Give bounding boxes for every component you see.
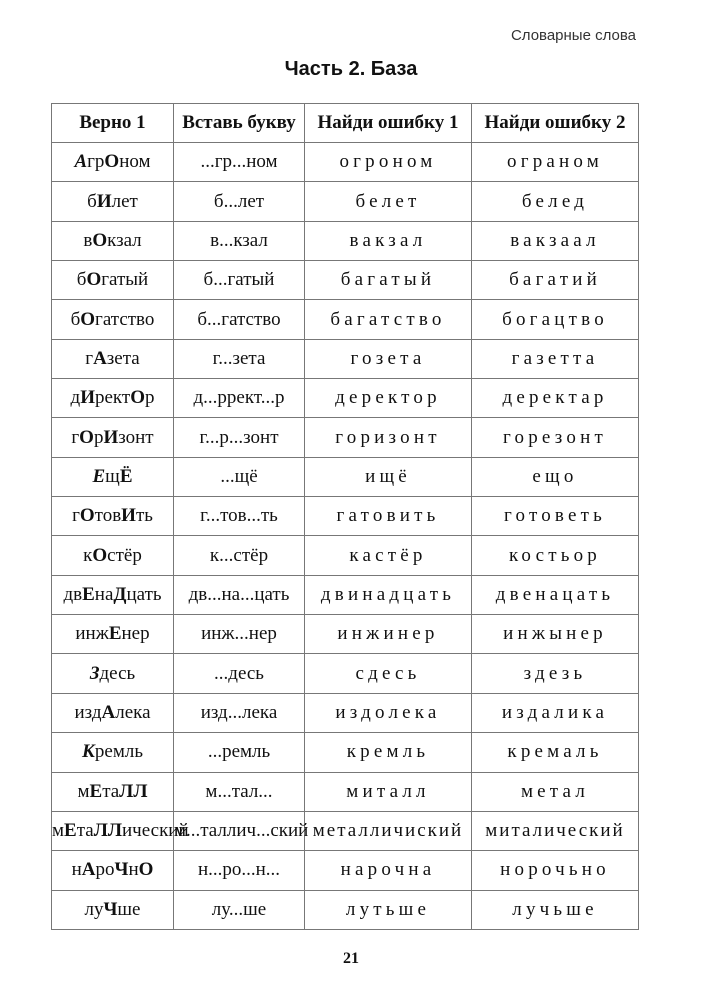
highlighted-letter: О [80, 308, 96, 330]
find-error-2-cell: деректар [472, 379, 639, 418]
fill-letter-cell: инж...нер [174, 615, 305, 654]
table-row [52, 300, 639, 339]
word-part: б [76, 269, 87, 291]
word-part: стёр [107, 544, 142, 566]
word-part: кзал [107, 229, 142, 251]
highlighted-letter: О [79, 505, 95, 527]
fill-letter-cell: н...ро...н... [174, 851, 305, 890]
correct-word-cell [52, 418, 174, 457]
running-header: Словарные слова [510, 27, 636, 44]
word-part: ном [119, 151, 151, 173]
find-error-2-cell: костьор [472, 536, 639, 575]
find-error-1-cell: огроном [305, 143, 472, 182]
find-error-2-cell: двенацать [472, 575, 639, 614]
find-error-2-cell: готоветь [472, 497, 639, 536]
table-row [52, 772, 639, 811]
fill-letter-cell: к...стёр [174, 536, 305, 575]
find-error-2-cell: белед [472, 182, 639, 221]
word-part: б [87, 190, 97, 212]
vocabulary-table [51, 103, 639, 930]
word-part: на [94, 583, 114, 605]
fill-letter-cell: ...ремль [174, 733, 305, 772]
find-error-1-cell: горизонт [305, 418, 472, 457]
find-error-1-cell: вакзал [305, 221, 472, 260]
correct-word-cell [52, 261, 174, 300]
correct-word-cell [52, 615, 174, 654]
highlighted-letter: О [86, 269, 102, 291]
find-error-2-cell: газетта [472, 339, 639, 378]
highlighted-letter: О [92, 544, 108, 566]
word-part: лет [111, 190, 138, 212]
table-row [52, 143, 639, 182]
table-row [52, 497, 639, 536]
find-error-1-cell: миталл [305, 772, 472, 811]
word-part: десь [99, 662, 136, 684]
word-part: ть [135, 505, 153, 527]
highlighted-letter: З [89, 662, 100, 684]
table-row [52, 693, 639, 732]
correct-word-cell [52, 536, 174, 575]
fill-letter-cell: ...щё [174, 457, 305, 496]
find-error-1-cell: сдесь [305, 654, 472, 693]
word-part: н [71, 859, 82, 881]
highlighted-letter: ЛЛ [93, 820, 123, 842]
fill-letter-cell: лу...ше [174, 890, 305, 929]
correct-word-cell [52, 772, 174, 811]
fill-letter-cell: дв...на...цать [174, 575, 305, 614]
word-part: г [71, 426, 80, 448]
correct-word-cell [52, 890, 174, 929]
word-part: нер [121, 623, 150, 645]
table-row [52, 457, 639, 496]
highlighted-letter: И [121, 505, 136, 527]
word-part: зета [106, 347, 140, 369]
table-row [52, 418, 639, 457]
find-error-1-cell: инжинер [305, 615, 472, 654]
word-part: гр [87, 151, 105, 173]
table-row [52, 221, 639, 260]
correct-word-cell [52, 811, 189, 850]
fill-letter-cell: б...гатство [174, 300, 305, 339]
word-part: ический [122, 820, 189, 842]
highlighted-letter: А [101, 701, 116, 723]
find-error-2-cell: миталический [472, 811, 639, 850]
word-part: дв [63, 583, 83, 605]
find-error-2-cell: богацтво [472, 300, 639, 339]
word-part: р [144, 387, 155, 409]
fill-letter-cell: б...лет [174, 182, 305, 221]
word-part: цать [126, 583, 162, 605]
table-row [52, 890, 639, 929]
fill-letter-cell: г...тов...ть [174, 497, 305, 536]
find-error-1-cell: багатый [305, 261, 472, 300]
find-error-1-cell: багатство [305, 300, 472, 339]
fill-letter-cell: г...р...зонт [174, 418, 305, 457]
highlighted-letter: О [92, 229, 108, 251]
word-part: рект [94, 387, 131, 409]
correct-word-cell [52, 300, 174, 339]
find-error-2-cell: инжынер [472, 615, 639, 654]
table-row [52, 851, 639, 890]
find-error-1-cell: нарочна [305, 851, 472, 890]
fill-letter-cell: м...таллич...ский [174, 811, 305, 850]
word-part: зонт [118, 426, 154, 448]
table-row [52, 182, 639, 221]
highlighted-letter: Ё [119, 465, 133, 487]
correct-word-cell [52, 339, 174, 378]
correct-word-cell [52, 457, 174, 496]
table-header-row [52, 104, 639, 143]
highlighted-letter: Е [64, 820, 77, 842]
find-error-1-cell: лутьше [305, 890, 472, 929]
highlighted-letter: И [96, 190, 112, 212]
word-part: б [70, 308, 81, 330]
correct-word-cell [52, 654, 174, 693]
find-error-2-cell: здезь [472, 654, 639, 693]
table-row [52, 654, 639, 693]
find-error-2-cell: вакзаал [472, 221, 639, 260]
find-error-1-cell: ищё [305, 457, 472, 496]
highlighted-letter: О [104, 151, 120, 173]
find-error-2-cell: лучьше [472, 890, 639, 929]
correct-word-cell [52, 497, 174, 536]
word-part: лу [84, 898, 104, 920]
correct-word-cell [52, 575, 174, 614]
word-part: гатство [95, 308, 155, 330]
word-part: гатый [101, 269, 149, 291]
find-error-1-cell: издолека [305, 693, 472, 732]
find-error-2-cell: норочьно [472, 851, 639, 890]
highlighted-letter: ЛЛ [119, 780, 148, 802]
word-part: щ [105, 465, 120, 487]
word-part: та [76, 820, 94, 842]
word-part: ро [95, 859, 115, 881]
find-error-1-cell: металличиский [305, 811, 472, 850]
table-body [52, 143, 639, 930]
highlighted-letter: Д [113, 583, 127, 605]
fill-letter-cell: изд...лека [174, 693, 305, 732]
table-row [52, 379, 639, 418]
highlighted-letter: А [74, 151, 88, 173]
fill-letter-cell: м...тал... [174, 772, 305, 811]
word-part: м [77, 780, 90, 802]
word-part: м [52, 820, 65, 842]
highlighted-letter: К [82, 741, 95, 763]
word-part: н [128, 859, 139, 881]
word-part: д [70, 387, 81, 409]
fill-letter-cell: г...зета [174, 339, 305, 378]
find-error-2-cell: ограном [472, 143, 639, 182]
table-row [52, 339, 639, 378]
highlighted-letter: И [80, 387, 95, 409]
find-error-1-cell: кремль [305, 733, 472, 772]
highlighted-letter: И [103, 426, 119, 448]
word-part: в [83, 229, 93, 251]
find-error-2-cell: издалика [472, 693, 639, 732]
correct-word-cell [52, 851, 174, 890]
word-part: р [93, 426, 104, 448]
word-part: г [72, 505, 80, 527]
find-error-1-cell: двинадцать [305, 575, 472, 614]
word-part: ше [117, 898, 141, 920]
fill-letter-cell: ...гр...ном [174, 143, 305, 182]
table-row [52, 261, 639, 300]
column-header-find-error-2: Найди ошибку 2 [472, 104, 639, 143]
highlighted-letter: Е [82, 583, 95, 605]
table-row [52, 536, 639, 575]
correct-word-cell [52, 221, 174, 260]
word-part: изд [74, 701, 102, 723]
table-row [52, 575, 639, 614]
highlighted-letter: О [138, 859, 154, 881]
column-header-fill-letter: Вставь букву [174, 104, 305, 143]
correct-word-cell [52, 379, 174, 418]
word-part: тов [94, 505, 122, 527]
table-row [52, 615, 639, 654]
fill-letter-cell: б...гатый [174, 261, 305, 300]
highlighted-letter: А [81, 859, 96, 881]
word-part: к [83, 544, 93, 566]
word-part: та [102, 780, 120, 802]
page-title: Часть 2. База [284, 58, 418, 80]
find-error-2-cell: багатий [472, 261, 639, 300]
find-error-2-cell: горезонт [472, 418, 639, 457]
page-number: 21 [343, 950, 359, 967]
find-error-1-cell: белет [305, 182, 472, 221]
find-error-1-cell: кастёр [305, 536, 472, 575]
find-error-1-cell: гозета [305, 339, 472, 378]
find-error-2-cell: кремаль [472, 733, 639, 772]
highlighted-letter: Ч [103, 898, 118, 920]
table-row [52, 733, 639, 772]
find-error-1-cell: деректор [305, 379, 472, 418]
highlighted-letter: Е [108, 623, 122, 645]
fill-letter-cell: в...кзал [174, 221, 305, 260]
highlighted-letter: Ч [114, 859, 129, 881]
table-row [52, 811, 639, 850]
find-error-1-cell: гатовить [305, 497, 472, 536]
column-header-find-error-1: Найди ошибку 1 [305, 104, 472, 143]
highlighted-letter: А [93, 347, 107, 369]
word-part: лека [115, 701, 151, 723]
fill-letter-cell: ...десь [174, 654, 305, 693]
correct-word-cell [52, 733, 174, 772]
fill-letter-cell: д...ррект...р [174, 379, 305, 418]
word-part: г [85, 347, 94, 369]
column-header-correct: Верно 1 [52, 104, 174, 143]
word-part: ремль [94, 741, 143, 763]
find-error-2-cell: метал [472, 772, 639, 811]
correct-word-cell [52, 182, 174, 221]
highlighted-letter: О [79, 426, 94, 448]
correct-word-cell [52, 693, 174, 732]
highlighted-letter: Е [92, 465, 106, 487]
word-part: инж [75, 623, 109, 645]
find-error-2-cell: ещо [472, 457, 639, 496]
correct-word-cell [52, 143, 174, 182]
highlighted-letter: Е [89, 780, 103, 802]
highlighted-letter: О [130, 387, 145, 409]
